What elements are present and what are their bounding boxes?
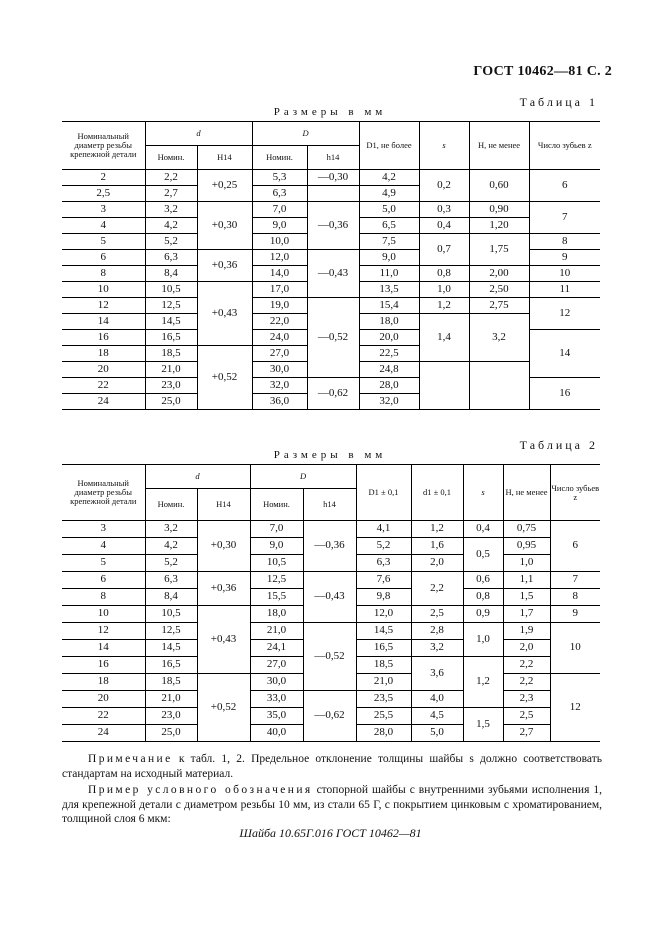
t1-cell: 0,3 (419, 202, 469, 218)
t2-cell: —0,52 (303, 623, 356, 691)
t2-cell: 20 (62, 691, 145, 708)
t2-cell: 25,0 (145, 725, 197, 742)
t1-cell: 2,7 (145, 186, 197, 202)
t1-header-H: H, не менее (469, 122, 529, 170)
table2-units: Размеры в мм (273, 449, 387, 461)
t2-cell: 10 (62, 606, 145, 623)
t1-cell: —0,30 (307, 170, 359, 186)
t1-cell: 2 (62, 170, 145, 186)
t1-cell: 14 (62, 314, 145, 330)
t2-cell: 2,2 (503, 674, 550, 691)
t1-cell: 14 (529, 330, 600, 378)
t2-cell: 2,2 (411, 572, 463, 606)
t2-cell: 21,0 (356, 674, 411, 691)
t2-cell: +0,43 (197, 606, 250, 674)
t2-cell: 33,0 (250, 691, 303, 708)
t2-cell: 14 (62, 640, 145, 657)
t2-cell: 18,5 (145, 674, 197, 691)
t2-cell: 1,0 (503, 555, 550, 572)
t2-cell: 1,9 (503, 623, 550, 640)
t2-cell: 18,5 (356, 657, 411, 674)
table-note (62, 752, 602, 781)
table-row (62, 202, 600, 218)
t1-cell: 2,2 (145, 170, 197, 186)
t2-cell: 2,0 (411, 555, 463, 572)
t2-cell: 21,0 (145, 691, 197, 708)
t1-cell: —0,36 (307, 202, 359, 250)
t2-cell: 16 (62, 657, 145, 674)
t2-cell: 7,6 (356, 572, 411, 589)
t1-cell: 12,5 (145, 298, 197, 314)
t1-header-D1: D1, не более (359, 122, 419, 170)
t2-cell: 7 (550, 572, 600, 589)
t1-cell: 14,5 (145, 314, 197, 330)
t1-cell: 20,0 (359, 330, 419, 346)
t1-cell: 19,0 (252, 298, 307, 314)
t1-cell: 12 (62, 298, 145, 314)
t2-header-D-nom: Номин. (250, 489, 303, 521)
t1-cell: 17,0 (252, 282, 307, 298)
table1-body (62, 170, 600, 410)
t1-header-d: d (145, 122, 252, 146)
table-row (62, 572, 600, 589)
t1-cell: 5,0 (359, 202, 419, 218)
t2-cell: 3,2 (145, 521, 197, 538)
t1-cell: 12 (529, 298, 600, 330)
t2-cell: 28,0 (356, 725, 411, 742)
t2-cell: 9 (550, 606, 600, 623)
t2-cell: 8 (550, 589, 600, 606)
t2-cell: 0,95 (503, 538, 550, 555)
t2-cell: 5,0 (411, 725, 463, 742)
t1-cell: 22,5 (359, 346, 419, 362)
t1-cell: 5,2 (145, 234, 197, 250)
t2-cell: 4,5 (411, 708, 463, 725)
t1-cell: 24,0 (252, 330, 307, 346)
t1-cell: 23,0 (145, 378, 197, 394)
t1-cell: 2,50 (469, 282, 529, 298)
t2-cell: 9,8 (356, 589, 411, 606)
t2-cell: 1,5 (463, 708, 503, 742)
t2-cell: 35,0 (250, 708, 303, 725)
t1-cell: 18,5 (145, 346, 197, 362)
t2-cell: 10,5 (145, 606, 197, 623)
t2-cell: 25,5 (356, 708, 411, 725)
t1-cell: 32,0 (252, 378, 307, 394)
t1-cell: 4,2 (359, 170, 419, 186)
t2-cell: 1,6 (411, 538, 463, 555)
t1-cell: 8,4 (145, 266, 197, 282)
t2-cell: +0,36 (197, 572, 250, 606)
t2-cell: 2,8 (411, 623, 463, 640)
t2-cell: 1,7 (503, 606, 550, 623)
t1-cell: 10,5 (145, 282, 197, 298)
t1-header-d-tol: H14 (197, 146, 252, 170)
document-header: ГОСТ 10462—81 С. 2 (473, 64, 612, 79)
t1-cell: 22,0 (252, 314, 307, 330)
t2-header-d-nom: Номин. (145, 489, 197, 521)
t2-cell: 5,2 (145, 555, 197, 572)
table1-units: Размеры в мм (273, 106, 387, 118)
t2-header-s: s (463, 465, 503, 521)
t1-cell (307, 186, 359, 202)
t2-header-d-tol: H14 (197, 489, 250, 521)
t2-cell: 8,4 (145, 589, 197, 606)
t1-cell (469, 362, 529, 410)
t2-cell: 6,3 (145, 572, 197, 589)
t1-cell: +0,30 (197, 202, 252, 250)
t1-header-s: s (419, 122, 469, 170)
t2-cell: 7,0 (250, 521, 303, 538)
t2-cell: 4,1 (356, 521, 411, 538)
table2 (62, 464, 600, 742)
t1-cell: 3,2 (145, 202, 197, 218)
t1-cell: 7,5 (359, 234, 419, 250)
t2-cell: 0,9 (463, 606, 503, 623)
t2-cell: 6,3 (356, 555, 411, 572)
t2-cell: 2,7 (503, 725, 550, 742)
example-text: стопорной шайбы с внутренними зубьями исполнения 1, для крепежной детали с диаметром резьбы 10 мм, из стали 65 Г, с покрытием цинковым с хроматированием, толщиной слоя 6 мкм: (62, 784, 603, 825)
t1-cell: 0,7 (419, 234, 469, 266)
t1-cell: 4,2 (145, 218, 197, 234)
t1-cell: 7 (529, 202, 600, 234)
t1-cell: 2,00 (469, 266, 529, 282)
t1-cell: 8 (529, 234, 600, 250)
t2-cell: 3,6 (411, 657, 463, 691)
t2-cell: +0,52 (197, 674, 250, 742)
table2-body (62, 521, 600, 742)
t1-cell (419, 362, 469, 410)
t1-cell: +0,43 (197, 282, 252, 346)
table1 (62, 121, 600, 410)
t2-cell: 6 (550, 521, 600, 572)
t1-cell: 1,20 (469, 218, 529, 234)
t2-cell: 12,5 (145, 623, 197, 640)
t1-cell: 8 (62, 266, 145, 282)
t1-cell: 5 (62, 234, 145, 250)
t1-cell: 25,0 (145, 394, 197, 410)
t2-cell: 4 (62, 538, 145, 555)
example-label: Пример условного обозначения (88, 784, 313, 796)
t2-cell: 4,0 (411, 691, 463, 708)
t1-cell: 2,75 (469, 298, 529, 314)
t2-cell: 3 (62, 521, 145, 538)
table-row (62, 170, 600, 186)
t2-header-D-tol: h14 (303, 489, 356, 521)
t1-cell: 24,8 (359, 362, 419, 378)
table-row (62, 298, 600, 314)
t1-cell: 0,8 (419, 266, 469, 282)
t2-cell: 21,0 (250, 623, 303, 640)
t2-cell: 0,8 (463, 589, 503, 606)
t2-cell: 1,0 (463, 623, 503, 657)
t2-cell: 1,2 (411, 521, 463, 538)
t1-cell: 16 (529, 378, 600, 410)
t1-header-D-tol: h14 (307, 146, 359, 170)
t2-header-z: Число зубьев z (550, 465, 600, 521)
t1-cell: 1,4 (419, 314, 469, 362)
designation-line: Шайба 10.65Г.016 ГОСТ 10462—81 (239, 826, 422, 840)
t1-header-D-nom: Номин. (252, 146, 307, 170)
t2-cell: 16,5 (145, 657, 197, 674)
t2-cell: 0,75 (503, 521, 550, 538)
t2-cell: 18 (62, 674, 145, 691)
t1-cell: 18 (62, 346, 145, 362)
t2-cell: 2,5 (503, 708, 550, 725)
t2-cell: 30,0 (250, 674, 303, 691)
t1-cell: 6,5 (359, 218, 419, 234)
t2-cell: —0,43 (303, 572, 356, 623)
t1-cell: 0,90 (469, 202, 529, 218)
t1-cell: 10 (62, 282, 145, 298)
t1-cell: 22 (62, 378, 145, 394)
t2-cell: 27,0 (250, 657, 303, 674)
t1-cell: 3,2 (469, 314, 529, 362)
t2-cell: 1,2 (463, 657, 503, 708)
t1-cell: 18,0 (359, 314, 419, 330)
t2-cell: 24,1 (250, 640, 303, 657)
table2-caption: Таблица 2 (519, 438, 598, 452)
t1-cell: 6,3 (252, 186, 307, 202)
table-row (62, 521, 600, 538)
t1-header-z: Число зубьев z (529, 122, 600, 170)
t1-cell: 4,9 (359, 186, 419, 202)
t2-cell: 24 (62, 725, 145, 742)
t2-header-nominal: Номинальный диаметр резьбы крепежной детали (62, 465, 145, 521)
t2-cell: 23,5 (356, 691, 411, 708)
t1-cell: 15,4 (359, 298, 419, 314)
t2-cell: 0,5 (463, 538, 503, 572)
t1-cell: —0,43 (307, 250, 359, 298)
t2-cell: 18,0 (250, 606, 303, 623)
t1-cell: 6 (62, 250, 145, 266)
t2-cell: 1,1 (503, 572, 550, 589)
table-row (62, 691, 600, 708)
t1-cell: 4 (62, 218, 145, 234)
t2-cell: +0,30 (197, 521, 250, 572)
t2-cell: 4,2 (145, 538, 197, 555)
t2-cell: 12,5 (250, 572, 303, 589)
t1-cell: 6 (529, 170, 600, 202)
t2-cell: 2,3 (503, 691, 550, 708)
t1-cell: —0,62 (307, 378, 359, 410)
t1-cell: 5,3 (252, 170, 307, 186)
t1-cell: 7,0 (252, 202, 307, 218)
t2-cell: 12 (550, 674, 600, 742)
t1-cell: 24 (62, 394, 145, 410)
t1-cell: 0,60 (469, 170, 529, 202)
t1-cell: 3 (62, 202, 145, 218)
t1-cell: 9,0 (252, 218, 307, 234)
t2-cell: 10,5 (250, 555, 303, 572)
t1-cell: 0,2 (419, 170, 469, 202)
t2-cell: 9,0 (250, 538, 303, 555)
t1-cell: 30,0 (252, 362, 307, 378)
t1-cell: 2,5 (62, 186, 145, 202)
t2-cell: 5 (62, 555, 145, 572)
t1-cell: 32,0 (359, 394, 419, 410)
t1-cell: 1,0 (419, 282, 469, 298)
t1-cell: 9 (529, 250, 600, 266)
t1-cell: 11,0 (359, 266, 419, 282)
t1-cell: +0,25 (197, 170, 252, 202)
t2-header-d: d (145, 465, 250, 489)
t2-cell: 0,6 (463, 572, 503, 589)
t2-cell: 14,5 (145, 640, 197, 657)
t2-cell: 40,0 (250, 725, 303, 742)
t1-cell: +0,52 (197, 346, 252, 410)
t1-header-nominal: Номинальный диаметр резьбы крепежной детали (62, 122, 145, 170)
t1-cell: 16 (62, 330, 145, 346)
t1-cell: 1,75 (469, 234, 529, 266)
t2-cell: 23,0 (145, 708, 197, 725)
t2-cell: 14,5 (356, 623, 411, 640)
designation-example (62, 783, 602, 827)
t2-cell: 8 (62, 589, 145, 606)
t2-cell: 6 (62, 572, 145, 589)
t2-cell: 10 (550, 623, 600, 674)
t2-cell: 12 (62, 623, 145, 640)
t1-cell: +0,36 (197, 250, 252, 282)
t1-cell: 0,4 (419, 218, 469, 234)
note-text: к табл. 1, 2. Предельное отклонение толщины шайбы s должно соответствовать стандартам на исходный материал. (62, 753, 603, 780)
t2-cell: 5,2 (356, 538, 411, 555)
t1-cell: 28,0 (359, 378, 419, 394)
t2-cell: 2,2 (503, 657, 550, 674)
t1-cell: 20 (62, 362, 145, 378)
note-label: Примечание (88, 753, 173, 765)
t2-header-d1: d1 ± 0,1 (411, 465, 463, 521)
t1-cell: —0,52 (307, 298, 359, 378)
t1-cell: 11 (529, 282, 600, 298)
t2-cell: 3,2 (411, 640, 463, 657)
t1-cell: 9,0 (359, 250, 419, 266)
t1-cell: 13,5 (359, 282, 419, 298)
t2-header-D: D (250, 465, 356, 489)
t2-header-D1: D1 ± 0,1 (356, 465, 411, 521)
t1-header-d-nom: Номин. (145, 146, 197, 170)
t1-header-D: D (252, 122, 359, 146)
t2-cell: 2,0 (503, 640, 550, 657)
t2-cell: —0,62 (303, 691, 356, 742)
t1-cell: 6,3 (145, 250, 197, 266)
t1-cell: 21,0 (145, 362, 197, 378)
t2-cell: —0,36 (303, 521, 356, 572)
t2-cell: 0,4 (463, 521, 503, 538)
t1-cell: 16,5 (145, 330, 197, 346)
table1-caption: Таблица 1 (519, 95, 598, 109)
t2-header-H: H, не менее (503, 465, 550, 521)
t2-cell: 22 (62, 708, 145, 725)
t2-cell: 16,5 (356, 640, 411, 657)
t1-cell: 10 (529, 266, 600, 282)
t1-cell: 10,0 (252, 234, 307, 250)
t1-cell: 1,2 (419, 298, 469, 314)
t2-cell: 15,5 (250, 589, 303, 606)
t1-cell: 12,0 (252, 250, 307, 266)
t1-cell: 36,0 (252, 394, 307, 410)
table-row (62, 623, 600, 640)
t2-cell: 2,5 (411, 606, 463, 623)
t1-cell: 14,0 (252, 266, 307, 282)
t2-cell: 12,0 (356, 606, 411, 623)
t2-cell: 1,5 (503, 589, 550, 606)
t1-cell: 27,0 (252, 346, 307, 362)
